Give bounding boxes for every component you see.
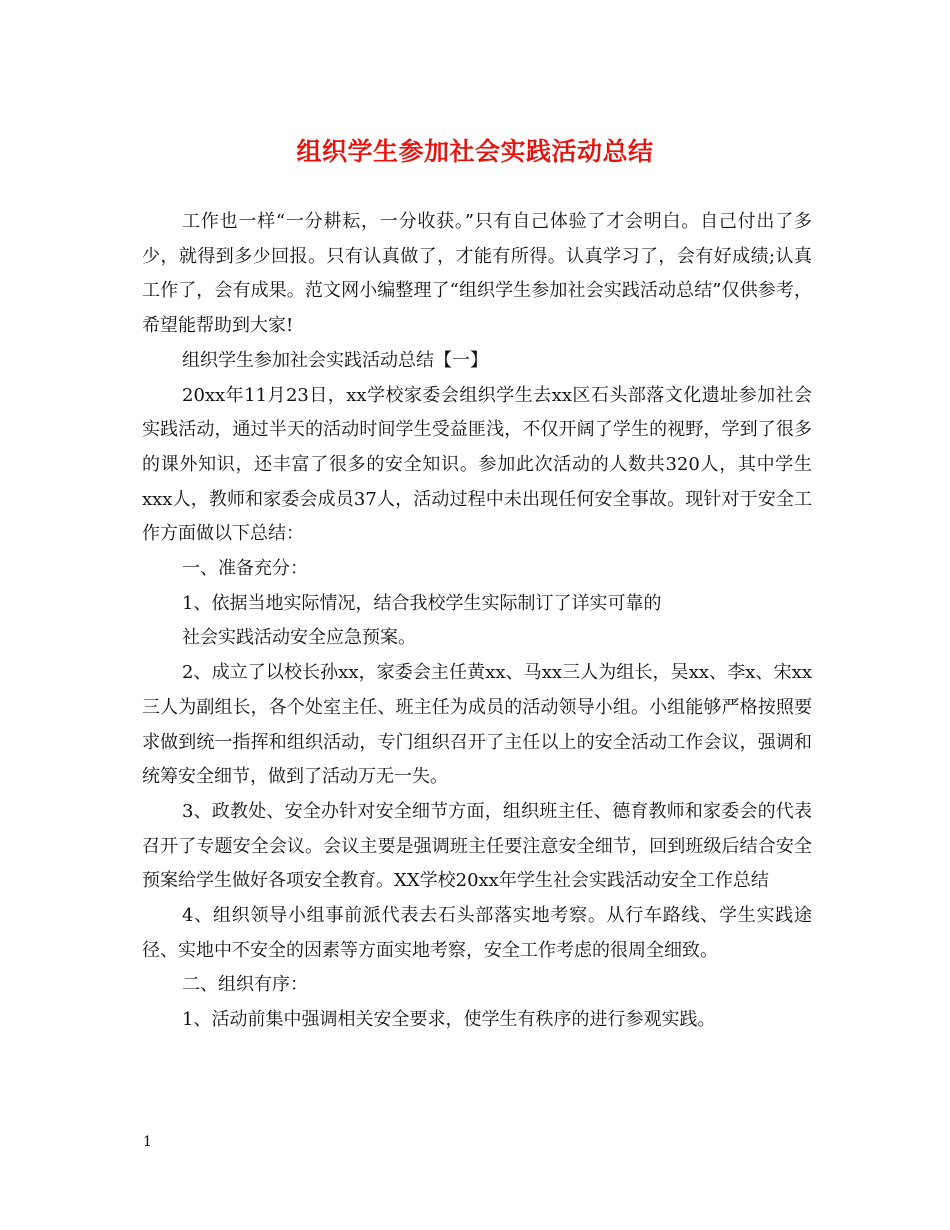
subheading-organization: 二、组织有序：	[182, 974, 308, 996]
document-body	[142, 205, 812, 1038]
item-1-line-2: 社会实践活动安全应急预案。	[182, 627, 416, 649]
intro-paragraph: 工作也一样“一分耕耘，一分收获。”只有自己体验了才会明白。自己付出了多少，就得到多少回报。只有认真做了，才能有所得。认真学习了，会有好成绩;认真工作了，会有成果。范文网小编整理了“组织学生参加社会实践活动总结”仅供参考，希望能帮助到大家!	[142, 211, 812, 337]
organization-item-1: 1、活动前集中强调相关安全要求，使学生有秩序的进行参观实践。	[182, 1009, 716, 1031]
item-1-line-1: 1、依据当地实际情况，结合我校学生实际制订了详实可靠的	[182, 592, 662, 614]
subheading-preparation: 一、准备充分：	[182, 558, 308, 580]
item-3-paragraph: 3、政教处、安全办针对安全细节方面，组织班主任、德育教师和家委会的代表召开了专题安全会议。会议主要是强调班主任要注意安全细节，回到班级后结合安全预案给学生做好各项安全教育。XX学校20xx年学生社会实践活动安全工作总结	[142, 800, 812, 892]
page-number: 1	[143, 1134, 152, 1150]
summary-paragraph: 20xx年11月23日，xx学校家委会组织学生去xx区石头部落文化遗址参加社会实践活动，通过半天的活动时间学生受益匪浅，不仅开阔了学生的视野，学到了很多的课外知识，还丰富了很多的安全知识。参加此次活动的人数共320人，其中学生xxx人，教师和家委会成员37人，活动过程中未出现任何安全事故。现针对于安全工作方面做以下总结：	[142, 384, 812, 545]
item-2-paragraph: 2、成立了以校长孙xx，家委会主任黄xx、马xx三人为组长，吴xx、李x、宋xx三人为副组长，各个处室主任、班主任为成员的活动领导小组。小组能够严格按照要求做到统一指挥和组织活动，专门组织召开了主任以上的安全活动工作会议，强调和统筹安全细节，做到了活动万无一失。	[142, 662, 812, 788]
item-4-paragraph: 4、组织领导小组事前派代表去石头部落实地考察。从行车路线、学生实践途径、实地中不安全的因素等方面实地考察，安全工作考虑的很周全细致。	[142, 905, 812, 961]
document-title: 组织学生参加社会实践活动总结	[296, 137, 654, 166]
section-heading-1: 组织学生参加社会实践活动总结【一】	[182, 349, 488, 371]
